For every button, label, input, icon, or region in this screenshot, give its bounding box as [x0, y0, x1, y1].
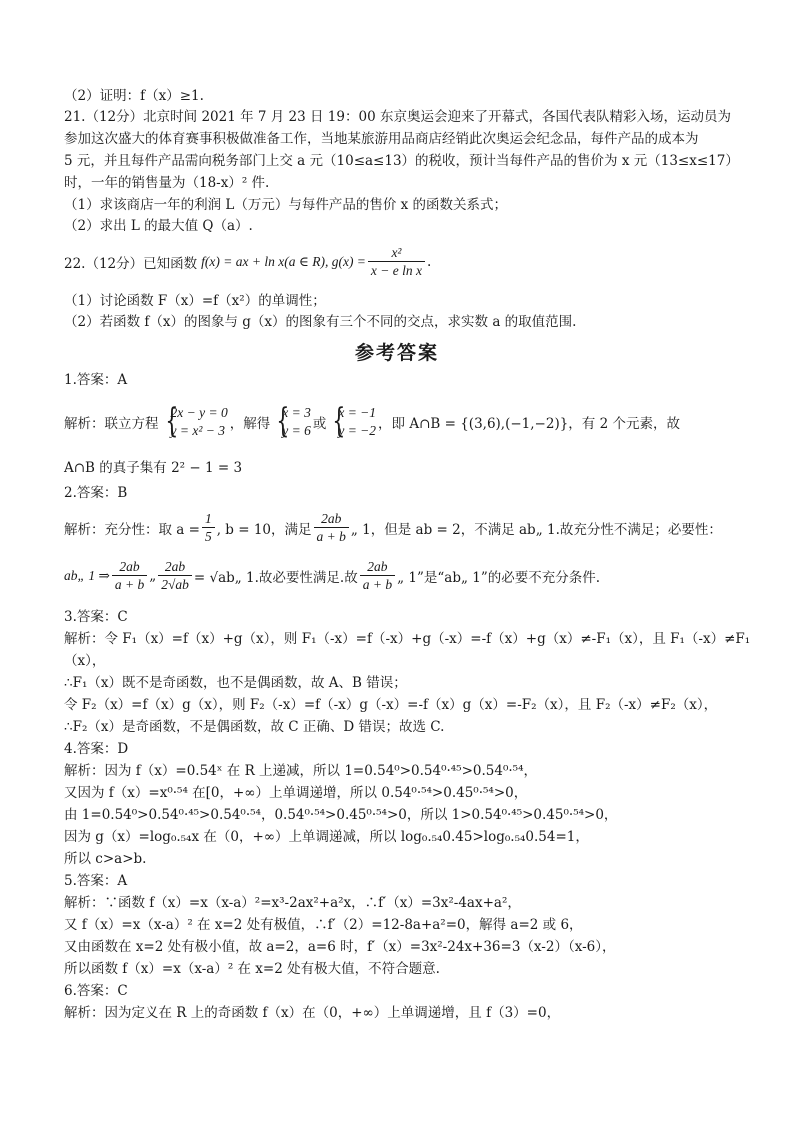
answers-title: 参考答案 [354, 342, 439, 364]
brace-glyph: { [164, 401, 178, 441]
answer2-text5: „ [149, 567, 157, 584]
answer4-line2: 又因为 f（x）=x⁰·⁵⁴ 在[0，+∞）上单调递增，所以 0.54⁰·⁵⁴>0.45⁰·⁵⁴>0， [64, 785, 528, 801]
answer4-line4: 因为 g（x）=log₀.₅₄x 在（0，+∞）上单调递减，所以 log₀.₅₄0.45>log₀.₅₄0.54=1， [64, 829, 589, 845]
frac-den: 2√ab [161, 577, 189, 592]
frac-num: 2ab [360, 558, 395, 576]
answer1-text2: ，解得 [229, 416, 271, 432]
answer5-head: 5.答案：A [64, 873, 128, 889]
answer6-head: 6.答案：C [64, 983, 128, 999]
answer1-system1 [161, 401, 228, 441]
answer1-text3: 或 [312, 416, 327, 432]
answer2-head: 2.答案：B [64, 485, 128, 501]
answer2-frac3 [112, 558, 147, 593]
answer2-text4: ab„ 1 ⇒ [64, 567, 110, 583]
q21-part2: （2）求出 L 的最大值 Q（a）. [64, 218, 253, 234]
q22-period: . [427, 253, 432, 270]
q21-line3: 5 元，并且每件产品需向税务部门上交 a 元（10≤a≤13）的税收，预计当每件产品的售价为 x 元（13≤x≤17） [64, 153, 739, 169]
answer2-frac2 [314, 510, 349, 545]
frac-num: 2ab [314, 510, 349, 528]
answer2-text2: , b = 10，满足 [216, 521, 312, 538]
q21-part1: （1）求该商店一年的利润 L（万元）与每件产品的售价 x 的函数关系式； [64, 197, 508, 213]
answer1-head: 1.答案：A [64, 372, 128, 388]
system-row: x = 3 [282, 405, 311, 420]
answer5-line1: 解析：∵函数 f（x）=x（x-a）²=x³-2ax²+a²x，∴f′（x）=3x²-4ax+a²， [64, 895, 521, 911]
q22-part1: （1）讨论函数 F（x）=f（x²）的单调性； [64, 293, 326, 309]
q22-stem [64, 244, 431, 279]
answer1-text4: ，即 A∩B = {(3,6),(−1,−2)}，有 2 个元素，故 [378, 416, 680, 432]
q21-line4: 时，一年的销售量为（18-x）² 件. [64, 175, 270, 191]
answer4-line1: 解析：因为 f（x）=0.54ˣ 在 R 上递减，所以 1=0.54⁰>0.54⁰·⁴⁵>0.54⁰·⁵⁴， [64, 763, 537, 779]
brace-glyph: { [276, 401, 290, 441]
q20-part2: （2）证明：f（x）≥1. [64, 88, 204, 104]
frac-den: 5 [204, 529, 212, 544]
q21-line1: 21.（12分）北京时间 2021 年 7 月 23 日 19：00 东京奥运会迎来了开幕式，各国代表队精彩入场，运动员为 [64, 109, 731, 125]
answer5-line3: 又由函数在 x=2 处有极小值，故 a=2，a=6 时，f′（x）=3x²-24x+36=3（x-2）（x-6）， [64, 939, 616, 955]
answer2-text7: „ 1”是“ab„ 1”的必要不充分条件. [397, 569, 601, 586]
answer2-text6: = √ab„ 1.故必要性满足.故 [193, 569, 358, 586]
answer2-frac4 [158, 558, 192, 593]
system-row: x = −1 [338, 405, 377, 420]
answer2-frac1 [202, 510, 215, 545]
system-row: y = x² − 3 [170, 423, 226, 438]
answer3-line2: （x）， [64, 653, 106, 669]
answer1-system3 [328, 401, 377, 441]
system-row: y = −2 [338, 423, 377, 438]
answer2-frac5 [360, 558, 395, 593]
q22-formula: f(x) = ax + ln x(a ∈ R), g(x) = [201, 253, 366, 269]
answer3-line1: 解析：令 F₁（x）=f（x）+g（x），则 F₁（-x）=f（-x）+g（-x）=-f（x）+g（x）≠-F₁（x），且 F₁（-x）≠F₁ [64, 631, 751, 647]
answer5-line4: 所以函数 f（x）=x（x-a）² 在 x=2 处有极大值，不符合题意. [64, 961, 440, 977]
answer1-system2 [272, 401, 311, 441]
answer2-line1 [64, 510, 722, 545]
answer2-text3: „ 1，但是 ab = 2，不满足 ab„ 1.故充分性不满足；必要性： [350, 521, 722, 538]
q22-part2: （2）若函数 f（x）的图象与 g（x）的图象有三个不同的交点，求实数 a 的取值范围. [64, 314, 577, 330]
frac-den: a + b [362, 577, 393, 592]
frac-den: a + b [114, 577, 145, 592]
answer3-line4: 令 F₂（x）=f（x）g（x），则 F₂（-x）=f（-x）g（-x）=-f（x）g（x）=-F₂（x），且 F₂（-x）≠F₂（x）， [64, 697, 718, 713]
q22-fraction [368, 244, 425, 279]
q21-line2: 参加这次盛大的体育赛事积极做准备工作，当地某旅游用品商店经销此次奥运会纪念品，每件产品的成本为 [64, 131, 699, 147]
q22-fraction-num: x² [368, 244, 425, 262]
answer2-text1: 解析：充分性：取 a = [64, 521, 200, 538]
q22-label: 22.（12分）已知函数 [64, 255, 198, 272]
frac-den: a + b [316, 529, 346, 544]
system-row: y = 6 [282, 423, 311, 438]
answer3-head: 3.答案：C [64, 609, 128, 625]
answer3-line3: ∴F₁（x）既不是奇函数，也不是偶函数，故 A、B 错误； [64, 675, 407, 691]
system-row: 2x − y = 0 [170, 405, 228, 420]
answer1-text1: 解析：联立方程 [64, 416, 159, 432]
answer6-line1: 解析：因为定义在 R 上的奇函数 f（x）在（0，+∞）上单调递增，且 f（3）=0， [64, 1005, 561, 1021]
answer4-line3: 由 1=0.54⁰>0.54⁰·⁴⁵>0.54⁰·⁵⁴，0.54⁰·⁵⁴>0.45⁰·⁵⁴>0，所以 1>0.54⁰·⁴⁵>0.45⁰·⁵⁴>0， [64, 807, 618, 823]
frac-num: 2ab [158, 558, 192, 576]
q22-fraction-den: x − e ln x [370, 263, 423, 278]
brace-glyph: { [332, 401, 346, 441]
frac-num: 1 [202, 510, 215, 528]
answer3-line5: ∴F₂（x）是奇函数，不是偶函数，故 C 正确、D 错误；故选 C. [64, 719, 445, 735]
answer1-conclusion: A∩B 的真子集有 2² − 1 = 3 [64, 460, 243, 476]
frac-num: 2ab [112, 558, 147, 576]
answer4-head: 4.答案：D [64, 741, 129, 757]
answer1-solution [64, 401, 680, 441]
answer2-line2 [64, 558, 600, 593]
answer5-line2: 又 f（x）=x（x-a）² 在 x=2 处有极值，∴f′（2）=12-8a+a²=0，解得 a=2 或 6， [64, 917, 583, 933]
answer4-line5: 所以 c>a>b. [64, 851, 147, 867]
